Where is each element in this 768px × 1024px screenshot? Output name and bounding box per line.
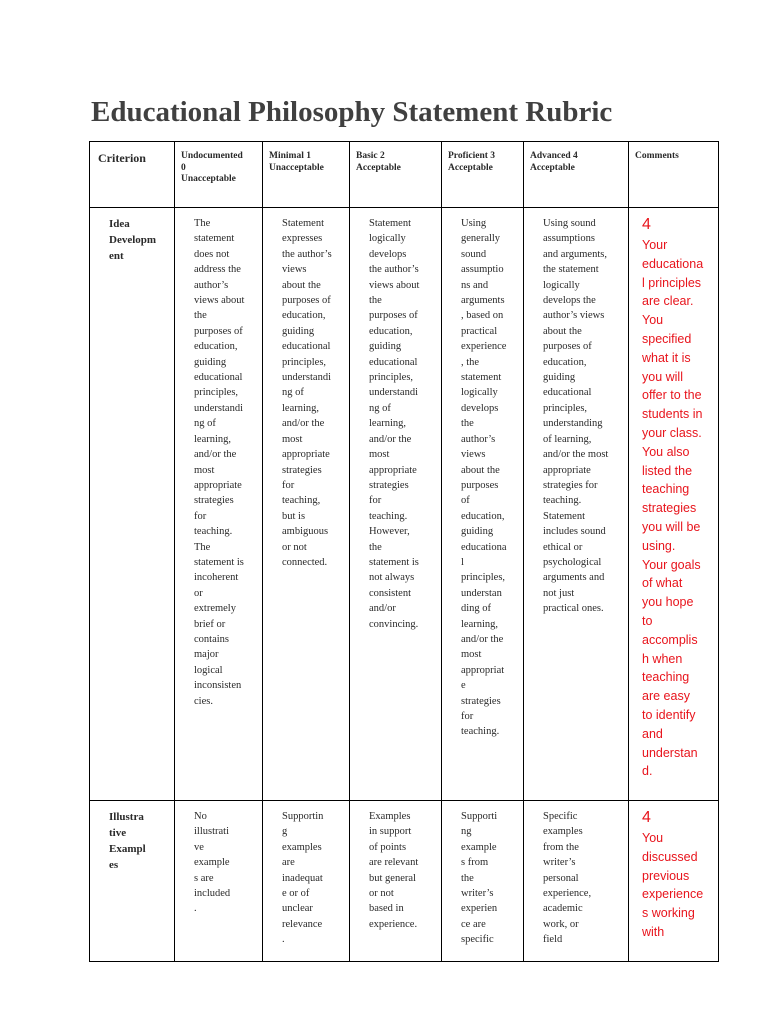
undocumented-cell [175,208,263,801]
level-description: Using generally sound assumptio ns and arguments , based on practical experience , the statement logically develops the author’s views about the purposes of education, guiding educationa l principles, understan ding of learning, and/or the most appropriat e strategies for teaching. [461,218,507,738]
criterion-label: Illustra tive Exampl es [109,811,146,871]
header-proficient: Proficient 3 Acceptable [442,142,524,208]
score-value: 4 [642,216,651,233]
header-advanced: Advanced 4 Acceptable [524,142,629,208]
table-row [90,208,719,801]
proficient-cell [442,801,524,962]
criterion-cell [90,801,175,962]
table-row [90,801,719,962]
level-description: No illustrati ve example s are included . [194,811,231,915]
level-description: Using sound assumptions and arguments, the statement logically develops the author’s views about the purposes of education, guiding educational principles, understanding of learning, and/or the most appropriate strategies for teaching. Statement includes sound ethical or psychological arguments and not just practical ones. [543,218,609,615]
comment-text: Your educationa l principles are clear. You specified what it is you will offer to the students in your class. You also listed the teaching strategies you will be using. Your goals of what you hope to accomplis h when teaching are easy to identify and understan d. [642,238,704,779]
proficient-cell [442,208,524,801]
comment-text: You discussed previous experience s working with [642,831,704,939]
minimal-cell [263,801,350,962]
level-description: Statement logically develops the author’s views about the purposes of education, guiding educational principles, understandi ng of learning, and/or the most appropriate strategies for teaching. However, the statement is not always consistent and/or convincing. [369,218,420,630]
level-description: Supportin g examples are inadequat e or of unclear relevance . [282,811,324,946]
score-value: 4 [642,809,651,826]
criterion-cell [90,208,175,801]
document-title: Educational Philosophy Statement Rubric [91,96,613,128]
level-description: Statement expresses the author’s views about the purposes of education, guiding educational principles, understandi ng of learning, and/or the most appropriate strategies for teaching, but is ambiguous or not connected. [282,218,332,568]
level-description: Specific examples from the writer’s personal experience, academic work, or field [543,811,592,946]
comment-cell [629,208,719,801]
header-undocumented: Undocumented 0 Unacceptable [175,142,263,208]
level-description: Supporti ng example s from the writer’s experien ce are specific [461,811,498,946]
basic-cell [350,801,442,962]
undocumented-cell [175,801,263,962]
header-minimal: Minimal 1 Unacceptable [263,142,350,208]
header-row [90,142,719,208]
advanced-cell [524,208,629,801]
criterion-label: Idea Developm ent [109,218,157,262]
basic-cell [350,208,442,801]
minimal-cell [263,208,350,801]
level-description: Examples in support of points are relevant but general or not based in experience. [369,811,419,930]
advanced-cell [524,801,629,962]
rubric-table [89,141,719,962]
level-description: The statement does not address the author’s views about the purposes of education, guiding educational principles, understandi ng of learning, and/or the most appropriate strategies for teaching. The statement is incoherent or extremely brief or contains major logical inconsisten cies. [194,218,245,707]
header-comments: Comments [629,142,719,208]
header-criterion: Criterion [90,142,175,208]
header-basic: Basic 2 Acceptable [350,142,442,208]
comment-cell [629,801,719,962]
